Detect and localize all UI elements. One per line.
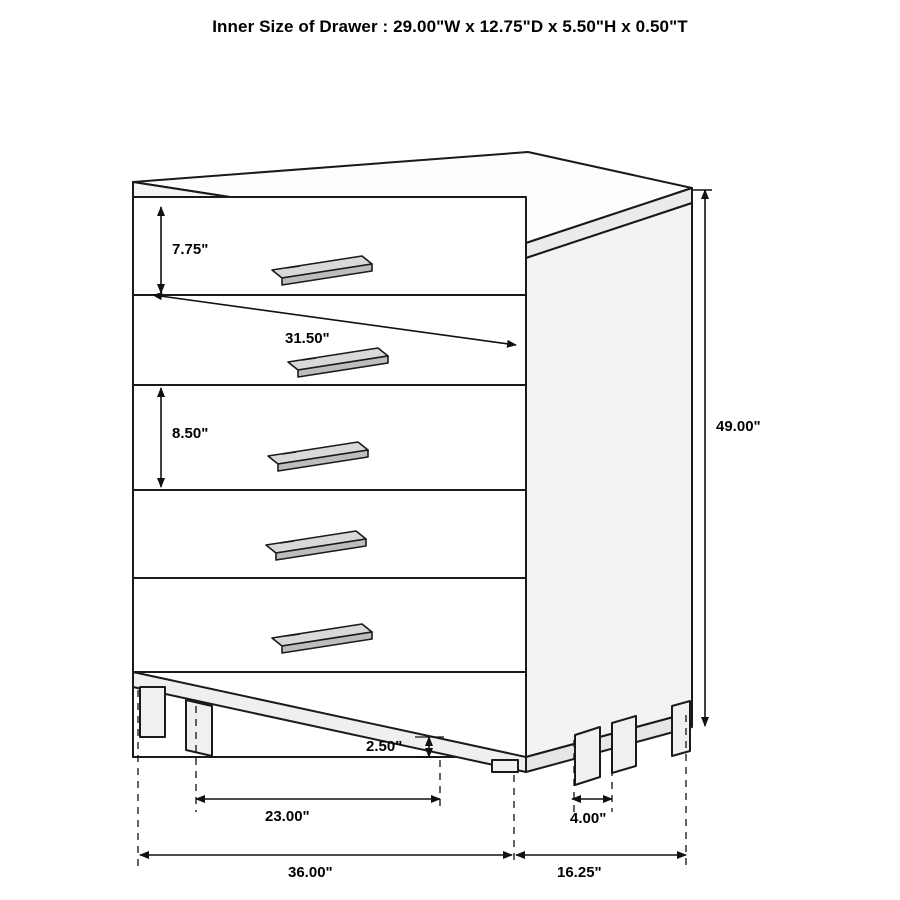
leg-back-left (186, 700, 212, 756)
leg-rear-far (672, 701, 690, 756)
label-leg-depth-offset: 4.00" (570, 810, 607, 827)
label-overall-depth: 16.25" (557, 864, 602, 881)
label-drawer-front-width: 31.50" (285, 330, 330, 347)
leg-front-right (492, 760, 518, 772)
label-leg-inner-span: 23.00" (265, 808, 310, 825)
label-overall-width: 36.00" (288, 864, 333, 881)
leg-back-right (575, 727, 600, 785)
label-mid-drawer-height: 8.50" (172, 425, 209, 442)
label-overall-height: 49.00" (716, 418, 761, 435)
label-leg-height: 2.50" (366, 738, 403, 755)
page-title: Inner Size of Drawer : 29.00"W x 12.75"D x 5.50"H x 0.50"T (212, 17, 688, 36)
leg-rear-right (612, 716, 636, 773)
leg-front-left (140, 687, 165, 737)
side-panel-right (526, 203, 692, 757)
label-top-drawer-height: 7.75" (172, 241, 209, 258)
dresser-body (133, 152, 692, 785)
